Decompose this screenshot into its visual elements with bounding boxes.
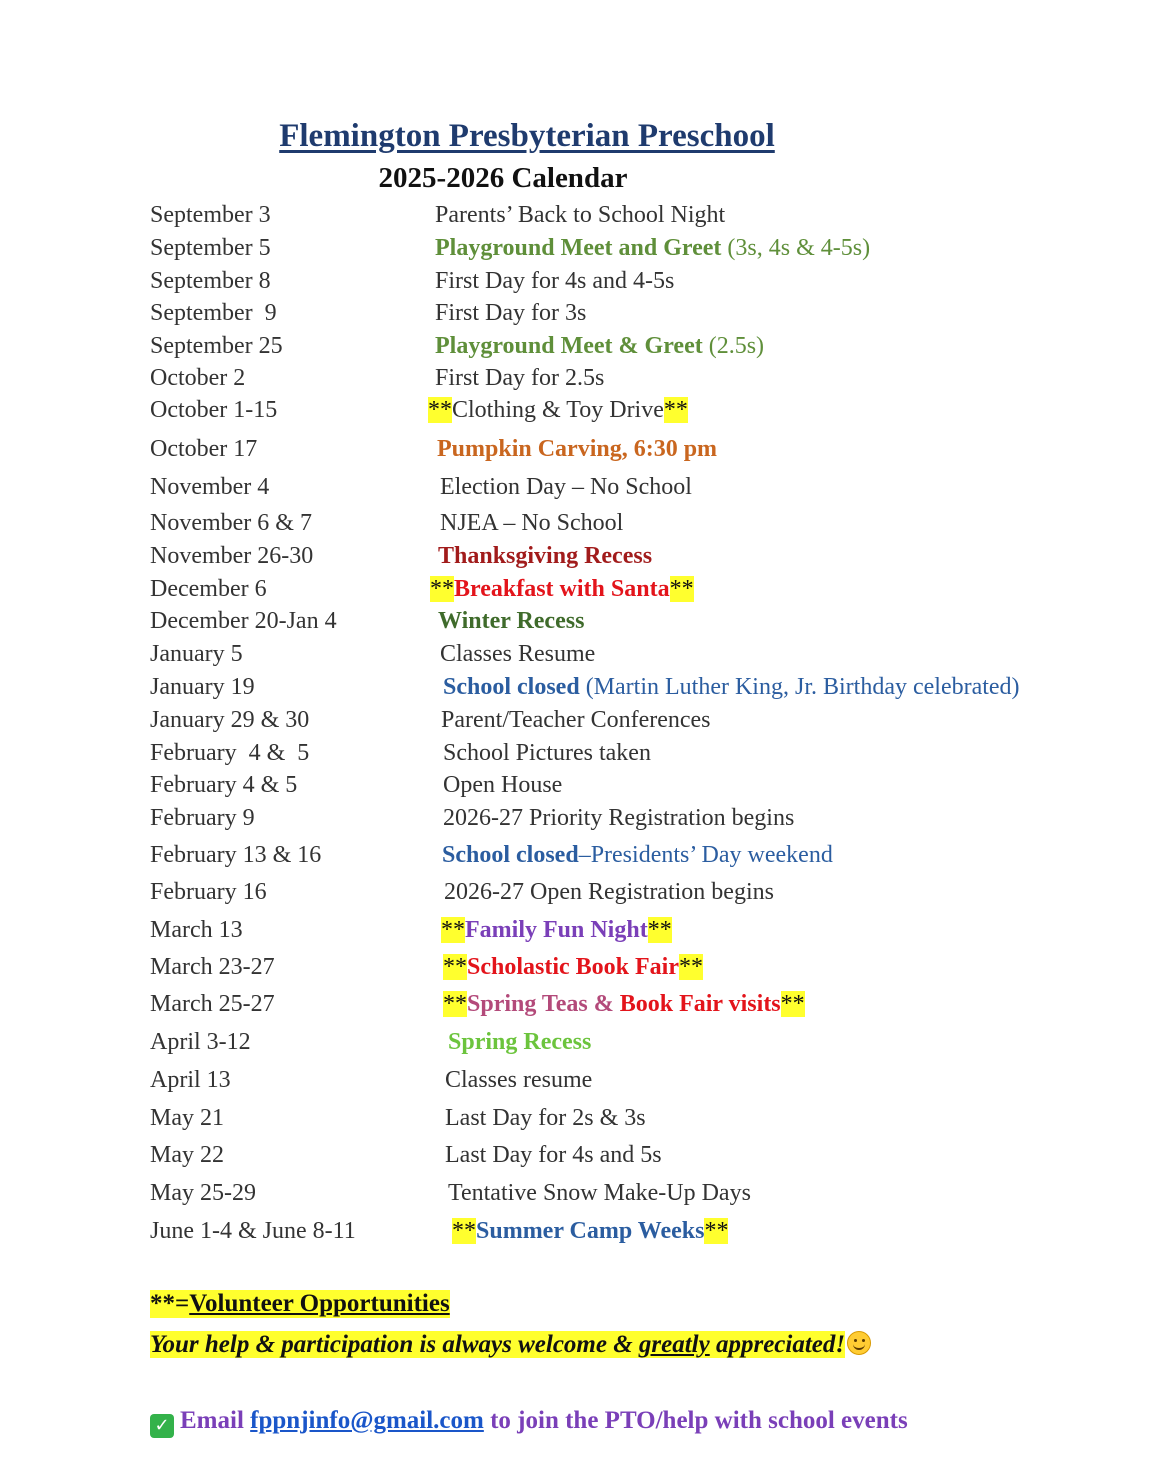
volunteer-marker: ** — [452, 1218, 476, 1244]
volunteer-note — [150, 1331, 871, 1359]
event-description — [442, 842, 833, 869]
event-row — [0, 707, 1170, 741]
event-description — [441, 707, 711, 734]
event-date: February 16 — [150, 879, 267, 905]
event-row — [0, 842, 1170, 876]
event-description — [443, 772, 562, 799]
event-text: Parent/Teacher Conferences — [441, 707, 711, 733]
event-description — [443, 805, 794, 832]
event-text: Parents’ Back to School Night — [435, 202, 726, 228]
volunteer-marker: ** — [441, 917, 465, 943]
event-row — [0, 879, 1170, 913]
event-date: February 9 — [150, 805, 255, 831]
volunteer-marker: ** — [443, 954, 467, 980]
event-row — [0, 202, 1170, 236]
legend-marker: ** — [150, 1290, 175, 1317]
event-row — [0, 510, 1170, 544]
event-text: School Pictures taken — [443, 740, 651, 766]
event-row — [0, 1067, 1170, 1101]
event-date: October 17 — [150, 436, 258, 462]
check-mark-icon: ✓ — [150, 1414, 174, 1438]
event-date: November 26-30 — [150, 543, 314, 569]
event-text: School closed — [442, 842, 579, 868]
event-description — [435, 365, 604, 392]
event-row — [0, 805, 1170, 839]
event-row — [0, 365, 1170, 399]
event-row — [0, 1142, 1170, 1176]
event-row — [0, 772, 1170, 806]
event-row — [0, 397, 1170, 431]
event-text: First Day for 2.5s — [435, 365, 605, 391]
event-row — [0, 1180, 1170, 1214]
event-date: March 13 — [150, 917, 243, 943]
event-date: September 8 — [150, 268, 271, 294]
event-text: Summer Camp Weeks — [476, 1218, 705, 1244]
contact-line — [150, 1407, 908, 1438]
event-row — [0, 954, 1170, 988]
legend-label: Volunteer Opportunities — [189, 1290, 450, 1317]
event-date: April 13 — [150, 1067, 231, 1093]
event-description — [444, 879, 774, 906]
event-text: Classes Resume — [440, 641, 596, 667]
event-date: February 4 & 5 — [150, 772, 298, 798]
event-text: Election Day – No School — [440, 474, 692, 500]
event-row — [0, 641, 1170, 675]
event-description — [448, 1029, 591, 1056]
volunteer-marker: ** — [669, 576, 694, 602]
volunteer-marker: ** — [647, 917, 672, 943]
event-date: November 6 & 7 — [150, 510, 312, 536]
event-row — [0, 436, 1170, 470]
event-row — [0, 674, 1170, 708]
event-date: October 1-15 — [150, 397, 278, 423]
event-row — [0, 1105, 1170, 1139]
event-row — [0, 235, 1170, 269]
event-description — [443, 674, 1020, 701]
event-row — [0, 300, 1170, 334]
event-row — [0, 543, 1170, 577]
volunteer-legend — [150, 1290, 450, 1318]
event-text: Breakfast with Santa — [454, 576, 670, 602]
event-text: Pumpkin Carving, 6:30 pm — [437, 436, 718, 462]
event-text: NJEA – No School — [440, 510, 624, 536]
volunteer-marker: ** — [443, 991, 467, 1017]
event-description — [445, 1067, 592, 1094]
event-description — [435, 235, 870, 262]
event-description — [428, 397, 688, 424]
event-text: Scholastic Book Fair — [467, 954, 680, 980]
volunteer-marker: ** — [428, 397, 452, 423]
event-row — [0, 333, 1170, 367]
event-date: September 25 — [150, 333, 283, 359]
event-text: School closed — [443, 674, 580, 700]
event-date: September 5 — [150, 235, 271, 261]
event-date: May 25-29 — [150, 1180, 256, 1206]
event-description — [435, 202, 725, 229]
event-text: –Presidents’ Day weekend — [578, 842, 833, 868]
event-row — [0, 474, 1170, 508]
event-row — [0, 1218, 1170, 1252]
event-date: February 13 & 16 — [150, 842, 322, 868]
event-date: March 23-27 — [150, 954, 275, 980]
event-date: January 19 — [150, 674, 255, 700]
contact-suffix: to join the PTO/help with school events — [483, 1407, 908, 1434]
event-text: 2026-27 Priority Registration begins — [443, 805, 795, 831]
event-description — [443, 740, 651, 767]
page-title: Flemington Presbyterian Preschool — [279, 118, 775, 154]
event-text: Playground Meet & Greet — [435, 333, 703, 359]
event-date: March 25-27 — [150, 991, 275, 1017]
event-description — [441, 917, 672, 944]
event-date: December 20-Jan 4 — [150, 608, 337, 634]
event-description — [435, 268, 674, 295]
event-text: Book Fair visits — [619, 991, 781, 1017]
event-description — [435, 300, 586, 327]
legend-equals: = — [175, 1290, 190, 1317]
event-date: January 5 — [150, 641, 243, 667]
email-link[interactable]: fppnjinfo@gmail.com — [250, 1407, 484, 1434]
event-description — [452, 1218, 728, 1245]
event-text: Open House — [443, 772, 563, 798]
event-date: September 3 — [150, 202, 271, 228]
event-description — [437, 436, 717, 463]
event-description — [445, 1142, 662, 1169]
event-date: November 4 — [150, 474, 270, 500]
event-description — [435, 333, 764, 360]
event-row — [0, 576, 1170, 610]
event-row — [0, 268, 1170, 302]
calendar-subtitle: 2025-2026 Calendar — [378, 162, 628, 194]
volunteer-marker: ** — [679, 954, 704, 980]
event-text: 2026-27 Open Registration begins — [444, 879, 774, 905]
note-text-a: Your help & participation is always welcome & — [150, 1331, 639, 1358]
event-text: First Day for 4s and 4-5s — [435, 268, 675, 294]
event-description — [430, 576, 694, 603]
event-row — [0, 608, 1170, 642]
event-text: (Martin Luther King, Jr. Birthday celebrated) — [579, 674, 1020, 700]
event-date: September 9 — [150, 300, 277, 326]
event-text: Clothing & Toy Drive — [452, 397, 664, 423]
event-text: Family Fun Night — [465, 917, 648, 943]
smiling-face-icon — [847, 1331, 871, 1355]
event-date: April 3-12 — [150, 1029, 251, 1055]
event-date: January 29 & 30 — [150, 707, 310, 733]
event-description — [438, 608, 584, 635]
event-row — [0, 991, 1170, 1025]
event-date: October 2 — [150, 365, 246, 391]
event-description — [440, 641, 595, 668]
event-description — [445, 1105, 646, 1132]
event-text: Last Day for 4s and 5s — [445, 1142, 662, 1168]
volunteer-marker: ** — [704, 1218, 729, 1244]
contact-prefix: Email — [180, 1407, 251, 1434]
note-text-emphasis: greatly — [638, 1331, 710, 1358]
event-date: May 21 — [150, 1105, 224, 1131]
event-text: Winter Recess — [438, 608, 585, 634]
event-description — [443, 954, 703, 981]
event-text: Playground Meet and Greet — [435, 235, 722, 261]
event-text: Last Day for 2s & 3s — [445, 1105, 646, 1131]
event-date: February 4 & 5 — [150, 740, 310, 766]
event-description — [440, 474, 692, 501]
event-text: First Day for 3s — [435, 300, 587, 326]
event-description — [438, 543, 652, 570]
event-description — [443, 991, 805, 1018]
event-date: May 22 — [150, 1142, 224, 1168]
event-text: Tentative Snow Make-Up Days — [448, 1180, 751, 1206]
event-date: December 6 — [150, 576, 267, 602]
event-row — [0, 1029, 1170, 1063]
event-text: Classes resume — [445, 1067, 593, 1093]
volunteer-marker: ** — [430, 576, 454, 602]
volunteer-marker: ** — [663, 397, 688, 423]
volunteer-marker: ** — [780, 991, 805, 1017]
event-text: (3s, 4s & 4-5s) — [721, 235, 871, 261]
event-description — [448, 1180, 751, 1207]
event-row — [0, 740, 1170, 774]
event-text: Spring Teas — [467, 991, 588, 1017]
event-text: & — [587, 991, 620, 1017]
event-text: Thanksgiving Recess — [438, 543, 653, 569]
event-text: Spring Recess — [448, 1029, 592, 1055]
note-text-b: appreciated! — [709, 1331, 846, 1358]
event-row — [0, 917, 1170, 951]
event-text: (2.5s) — [702, 333, 765, 359]
event-date: June 1-4 & June 8-11 — [150, 1218, 356, 1244]
event-description — [440, 510, 623, 537]
